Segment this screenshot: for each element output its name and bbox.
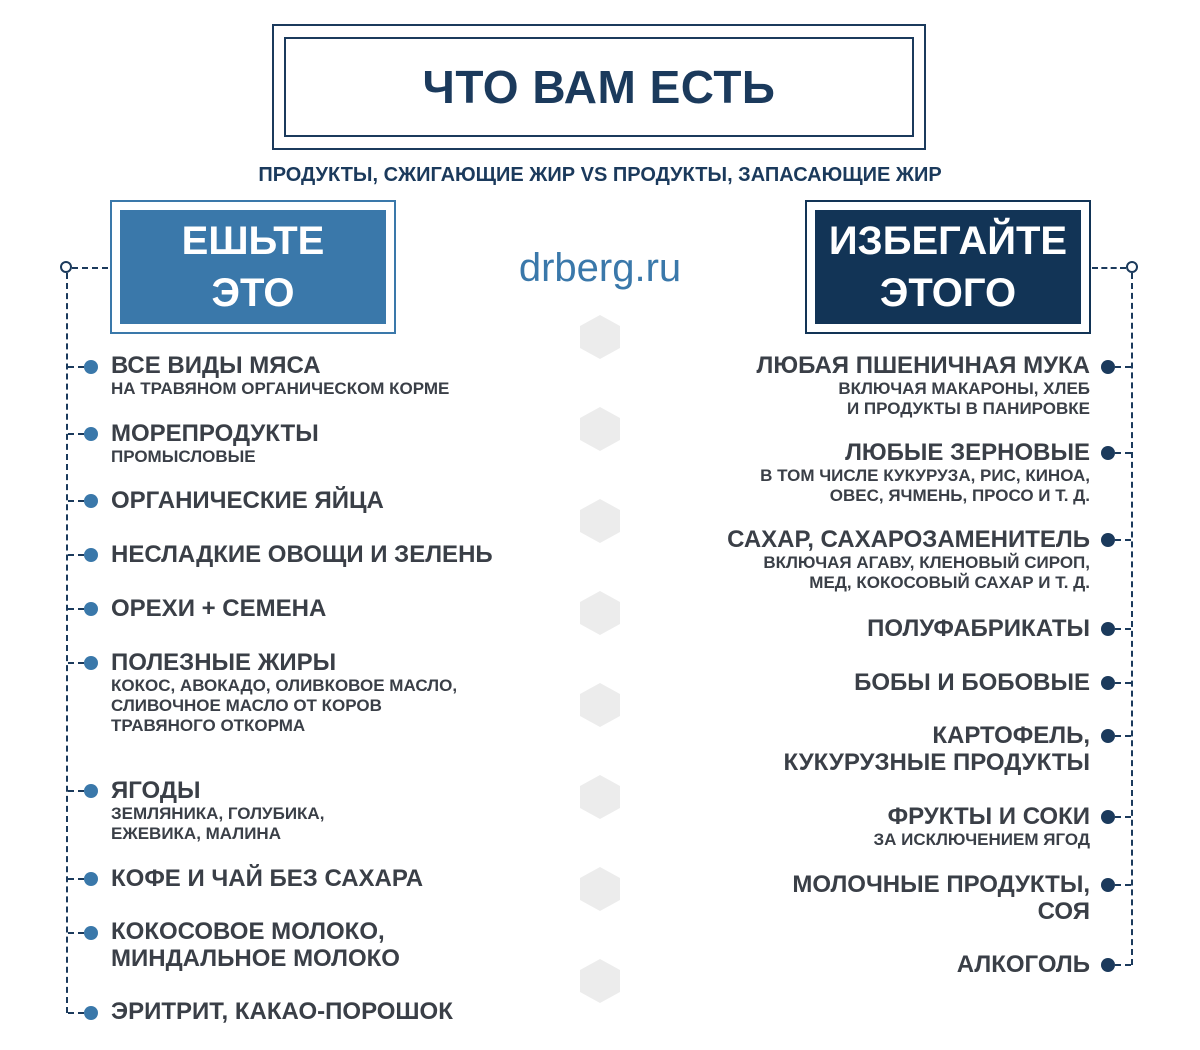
bullet-connector bbox=[1115, 682, 1131, 684]
bullet-icon bbox=[84, 1006, 98, 1020]
hexagon-icon bbox=[580, 499, 620, 543]
bullet-connector bbox=[68, 790, 84, 792]
bullet-icon bbox=[84, 602, 98, 616]
site-watermark: drberg.ru bbox=[518, 246, 682, 290]
avoid-item-title: КАРТОФЕЛЬ, bbox=[932, 722, 1090, 749]
bullet-connector bbox=[68, 1012, 84, 1014]
avoid-item bbox=[867, 615, 1090, 642]
eat-item-title: ОРГАНИЧЕСКИЕ ЯЙЦА bbox=[111, 487, 384, 514]
avoid-item-sub: МЕД, КОКОСОВЫЙ САХАР И Т. Д. bbox=[809, 573, 1090, 592]
avoid-header-line1: ИЗБЕГАЙТЕ bbox=[828, 219, 1068, 263]
hexagon-icon bbox=[580, 867, 620, 911]
bullet-icon bbox=[1101, 878, 1115, 892]
avoid-item-title: ЛЮБАЯ ПШЕНИЧНАЯ МУКА bbox=[756, 352, 1090, 379]
bullet-connector bbox=[68, 662, 84, 664]
avoid-item-sub: И ПРОДУКТЫ В ПАНИРОВКЕ bbox=[846, 399, 1090, 418]
eat-item-title: ВСЕ ВИДЫ МЯСА bbox=[111, 352, 321, 379]
bullet-icon bbox=[84, 926, 98, 940]
bullet-connector bbox=[68, 554, 84, 556]
eat-item-sub: ЗЕМЛЯНИКА, ГОЛУБИКА, bbox=[111, 804, 325, 823]
eat-item-title: ПОЛЕЗНЫЕ ЖИРЫ bbox=[111, 649, 337, 676]
bullet-connector bbox=[1115, 816, 1131, 818]
eat-item-title: КОКОСОВОЕ МОЛОКО, bbox=[111, 918, 385, 945]
avoid-item-title: КУКУРУЗНЫЕ ПРОДУКТЫ bbox=[783, 749, 1090, 776]
avoid-item bbox=[854, 669, 1090, 696]
left-connector-ring bbox=[60, 261, 72, 273]
avoid-item-sub: ЗА ИСКЛЮЧЕНИЕМ ЯГОД bbox=[873, 830, 1090, 849]
eat-item bbox=[111, 595, 326, 622]
page-subtitle: ПРОДУКТЫ, СЖИГАЮЩИЕ ЖИР VS ПРОДУКТЫ, ЗАПАСАЮЩИЕ ЖИР bbox=[258, 164, 942, 186]
bullet-connector bbox=[68, 932, 84, 934]
eat-item-title: НЕСЛАДКИЕ ОВОЩИ И ЗЕЛЕНЬ bbox=[111, 541, 493, 568]
bullet-icon bbox=[1101, 622, 1115, 636]
eat-item-sub: КОКОС, АВОКАДО, ОЛИВКОВОЕ МАСЛО, bbox=[111, 676, 458, 695]
page-title: ЧТО ВАМ ЕСТЬ bbox=[422, 61, 776, 113]
avoid-item bbox=[727, 526, 1090, 593]
eat-item bbox=[111, 420, 319, 467]
right-connector-ring bbox=[1126, 261, 1138, 273]
bullet-icon bbox=[84, 872, 98, 886]
bullet-connector bbox=[1115, 884, 1131, 886]
bullet-icon bbox=[1101, 360, 1115, 374]
avoid-item-title: САХАР, САХАРОЗАМЕНИТЕЛЬ bbox=[727, 526, 1090, 553]
eat-item-sub: НА ТРАВЯНОМ ОРГАНИЧЕСКОМ КОРМЕ bbox=[111, 379, 450, 398]
bullet-connector bbox=[68, 878, 84, 880]
avoid-item-title: СОЯ bbox=[1037, 898, 1090, 925]
eat-header-line2: ЭТО bbox=[211, 271, 295, 315]
bullet-connector bbox=[1115, 628, 1131, 630]
eat-item-title: КОФЕ И ЧАЙ БЕЗ САХАРА bbox=[111, 865, 424, 892]
bullet-icon bbox=[1101, 533, 1115, 547]
eat-item bbox=[111, 918, 400, 972]
title-box bbox=[284, 37, 914, 137]
avoid-item bbox=[957, 951, 1090, 978]
bullet-icon bbox=[1101, 958, 1115, 972]
avoid-item-title: МОЛОЧНЫЕ ПРОДУКТЫ, bbox=[792, 871, 1090, 898]
avoid-item-sub: ОВЕС, ЯЧМЕНЬ, ПРОСО И Т. Д. bbox=[829, 486, 1090, 505]
eat-item-sub: ПРОМЫСЛОВЫЕ bbox=[111, 447, 256, 466]
left-connector-line bbox=[66, 273, 68, 1013]
avoid-item-title: ФРУКТЫ И СОКИ bbox=[887, 803, 1090, 830]
bullet-connector bbox=[1115, 964, 1131, 966]
bullet-connector bbox=[1115, 735, 1131, 737]
bullet-connector bbox=[1115, 366, 1131, 368]
avoid-header-line2: ЭТОГО bbox=[879, 271, 1017, 315]
bullet-icon bbox=[1101, 676, 1115, 690]
bullet-icon bbox=[1101, 729, 1115, 743]
eat-item-sub: ЕЖЕВИКА, МАЛИНА bbox=[111, 824, 281, 843]
bullet-icon bbox=[84, 427, 98, 441]
avoid-item-title: ЛЮБЫЕ ЗЕРНОВЫЕ bbox=[845, 439, 1090, 466]
bullet-icon bbox=[84, 494, 98, 508]
avoid-item-sub: В ТОМ ЧИСЛЕ КУКУРУЗА, РИС, КИНОА, bbox=[760, 466, 1090, 485]
bullet-icon bbox=[1101, 810, 1115, 824]
eat-item bbox=[111, 777, 324, 844]
avoid-item-title: БОБЫ И БОБОВЫЕ bbox=[854, 669, 1090, 696]
hexagon-icon bbox=[580, 683, 620, 727]
eat-item bbox=[111, 998, 453, 1025]
avoid-item-sub: ВКЛЮЧАЯ АГАВУ, КЛЕНОВЫЙ СИРОП, bbox=[763, 553, 1090, 572]
bullet-connector bbox=[68, 433, 84, 435]
eat-item-title: МИНДАЛЬНОЕ МОЛОКО bbox=[111, 945, 400, 972]
avoid-item bbox=[757, 352, 1090, 419]
eat-item-title: ЭРИТРИТ, КАКАО-ПОРОШОК bbox=[111, 998, 453, 1025]
eat-item-title: ОРЕХИ + СЕМЕНА bbox=[111, 595, 327, 622]
eat-item bbox=[111, 487, 384, 514]
right-connector-line bbox=[1131, 273, 1133, 965]
hexagon-icon bbox=[580, 959, 620, 1003]
eat-item bbox=[111, 649, 457, 736]
avoid-item bbox=[792, 871, 1090, 925]
bullet-connector bbox=[1115, 539, 1131, 541]
bullet-icon bbox=[1101, 446, 1115, 460]
avoid-item bbox=[783, 722, 1090, 776]
eat-item bbox=[111, 352, 449, 399]
avoid-item-title: АЛКОГОЛЬ bbox=[956, 951, 1090, 978]
avoid-item-title: ПОЛУФАБРИКАТЫ bbox=[867, 615, 1090, 642]
eat-item bbox=[111, 865, 423, 892]
avoid-item bbox=[873, 803, 1090, 850]
bullet-connector bbox=[68, 366, 84, 368]
bullet-icon bbox=[84, 548, 98, 562]
eat-item bbox=[111, 541, 493, 568]
avoid-item bbox=[760, 439, 1090, 506]
bullet-connector bbox=[68, 608, 84, 610]
bullet-icon bbox=[84, 784, 98, 798]
eat-header-line1: ЕШЬТЕ bbox=[181, 219, 325, 263]
right-connector-top bbox=[1092, 267, 1126, 269]
hexagon-icon bbox=[580, 775, 620, 819]
bullet-icon bbox=[84, 360, 98, 374]
eat-item-sub: ТРАВЯНОГО ОТКОРМА bbox=[111, 716, 306, 735]
hexagon-icon bbox=[580, 591, 620, 635]
left-connector-top bbox=[72, 267, 108, 269]
bullet-connector bbox=[1115, 452, 1131, 454]
eat-item-sub: СЛИВОЧНОЕ МАСЛО ОТ КОРОВ bbox=[111, 696, 382, 715]
eat-item-title: МОРЕПРОДУКТЫ bbox=[111, 420, 319, 447]
avoid-item-sub: ВКЛЮЧАЯ МАКАРОНЫ, ХЛЕБ bbox=[838, 379, 1090, 398]
bullet-icon bbox=[84, 656, 98, 670]
bullet-connector bbox=[68, 500, 84, 502]
hexagon-icon bbox=[580, 407, 620, 451]
eat-item-title: ЯГОДЫ bbox=[111, 777, 201, 804]
hexagon-icon bbox=[580, 315, 620, 359]
